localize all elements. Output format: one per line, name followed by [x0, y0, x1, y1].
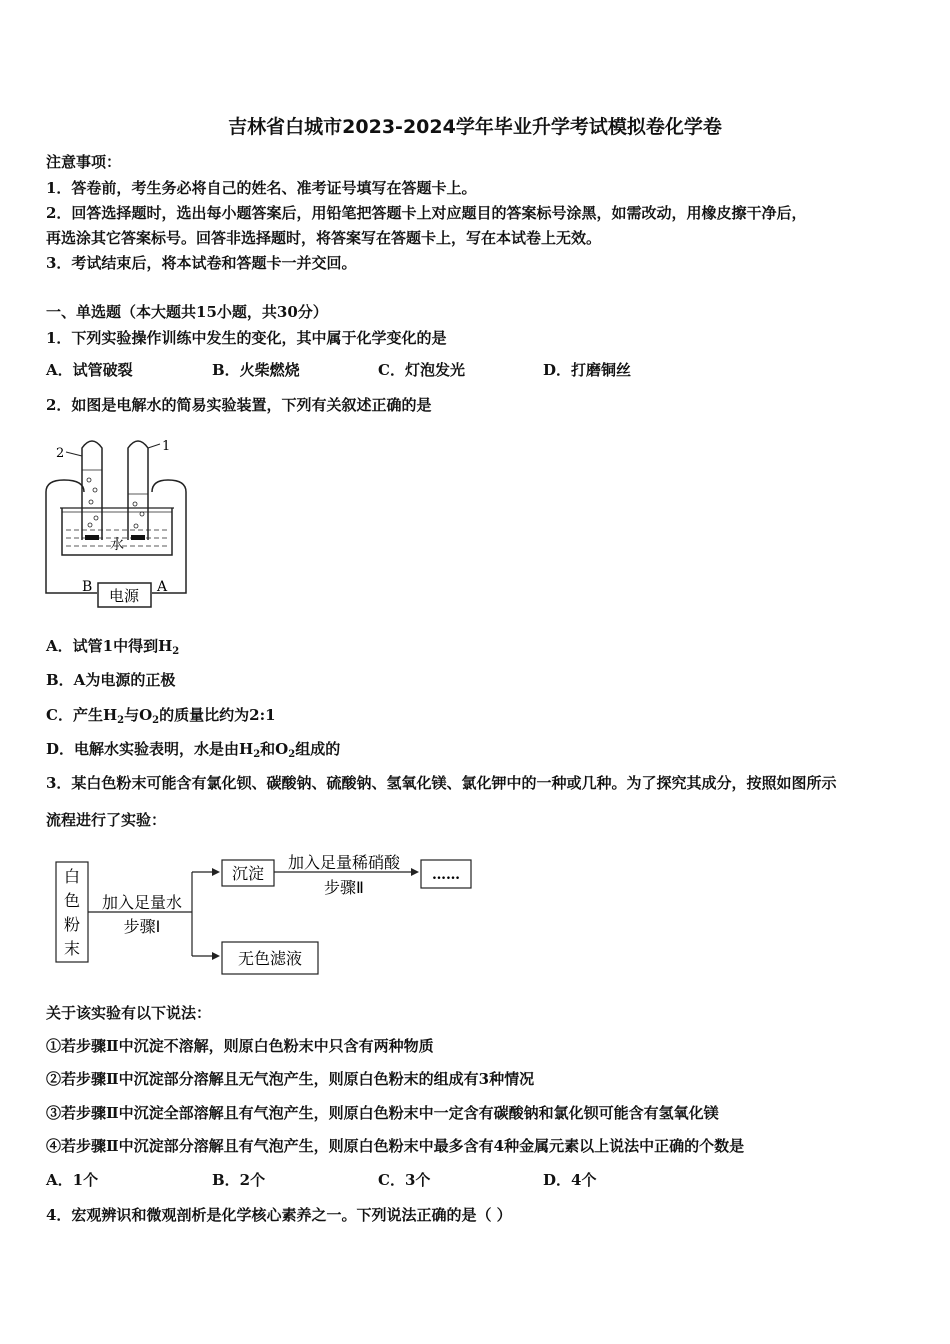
flow-start-char: 末 [63, 939, 81, 958]
notice-item: 2．回答选择题时，选出每小题答案后，用铅笔把答题卡上对应题目的答案标号涂黑，如需改动，用橡皮擦干净后， [46, 204, 807, 222]
exam-title: 吉林省白城市2023-2024学年毕业升学考试模拟卷化学卷 [228, 116, 722, 138]
flow-start-char: 粉 [63, 915, 81, 934]
power-label: 电源 [108, 587, 140, 605]
q3-stem: 3．某白色粉末可能含有氯化钡、碳酸钠、硫酸钠、氢氧化镁、氯化钾中的一种或几种。为了探究其成分，按照如图所示 [46, 774, 837, 792]
notice-item: 1．答卷前，考生务必将自己的姓名、准考证号填写在答题卡上。 [46, 179, 477, 197]
result-label: …… [432, 867, 460, 883]
tube-label-2: 2 [56, 446, 65, 461]
q3-option-a: A．1个 [46, 1171, 99, 1189]
water-label: 水 [110, 537, 124, 553]
step1-label: 加入足量水 [101, 893, 183, 912]
electrolysis-figure [44, 430, 194, 612]
step2-label: 加入足量稀硝酸 [287, 853, 401, 872]
q3-option-d: D．4个 [543, 1171, 597, 1189]
q3-statement: ②若步骤Ⅱ中沉淀部分溶解且无气泡产生，则原白色粉末的组成有3种情况 [46, 1070, 535, 1088]
q3-statement: ④若步骤Ⅱ中沉淀部分溶解且有气泡产生，则原白色粉末中最多含有4种金属元素以上说法中正确的个数是 [46, 1137, 745, 1155]
q1-option-b: B．火柴燃烧 [212, 361, 300, 379]
q3-statement: ③若步骤Ⅱ中沉淀全部溶解且有气泡产生，则原白色粉末中一定含有碳酸钠和氯化钡可能含有氢氧化镁 [46, 1104, 719, 1122]
notice-item: 再选涂其它答案标号。回答非选择题时，将答案写在答题卡上，写在本试卷上无效。 [46, 229, 602, 247]
q3-stem-cont: 流程进行了实验： [46, 811, 167, 829]
precipitate-label: 沉淀 [231, 864, 265, 883]
step2-name: 步骤Ⅱ [324, 878, 364, 897]
q4-stem: 4．宏观辨识和微观剖析是化学核心素养之一。下列说法正确的是（ ） [46, 1206, 512, 1224]
tube-label-1: 1 [162, 439, 171, 454]
q2-stem: 2．如图是电解水的简易实验装置，下列有关叙述正确的是 [46, 396, 432, 414]
q3-option-b: B．2个 [212, 1171, 266, 1189]
q2-option-a: A．试管1中得到$H_2$ [46, 637, 180, 657]
notice-heading: 注意事项： [46, 153, 122, 171]
q2-option-d: D．电解水实验表明，水是由$H_2$和$O_2$组成的 [46, 740, 341, 760]
flow-start-char: 白 [63, 867, 81, 886]
flow-start-char: 色 [63, 891, 81, 910]
q1-stem: 1．下列实验操作训练中发生的变化，其中属于化学变化的是 [46, 329, 447, 347]
q1-option-c: C．灯泡发光 [378, 361, 465, 379]
q3-intro: 关于该实验有以下说法： [46, 1004, 212, 1022]
q3-option-c: C．3个 [378, 1171, 431, 1189]
q1-option-d: D．打磨铜丝 [543, 361, 632, 379]
notice-item: 3．考试结束后，将本试卷和答题卡一并交回。 [46, 254, 357, 272]
label-a: A [157, 579, 168, 595]
label-b: B [82, 579, 93, 595]
q2-option-c: C．产生$H_2$与$O_2$的质量比约为2:1 [46, 706, 276, 726]
q1-option-a: A．试管破裂 [46, 361, 133, 379]
filtrate-label: 无色滤液 [237, 949, 303, 968]
q3-statement: ①若步骤Ⅱ中沉淀不溶解，则原白色粉末中只含有两种物质 [46, 1037, 434, 1055]
flow-diagram [54, 852, 474, 982]
step1-name: 步骤Ⅰ [123, 917, 161, 936]
q2-option-b: B．A为电源的正极 [46, 671, 176, 689]
section-heading: 一、单选题（本大题共15小题，共30分） [46, 303, 328, 321]
